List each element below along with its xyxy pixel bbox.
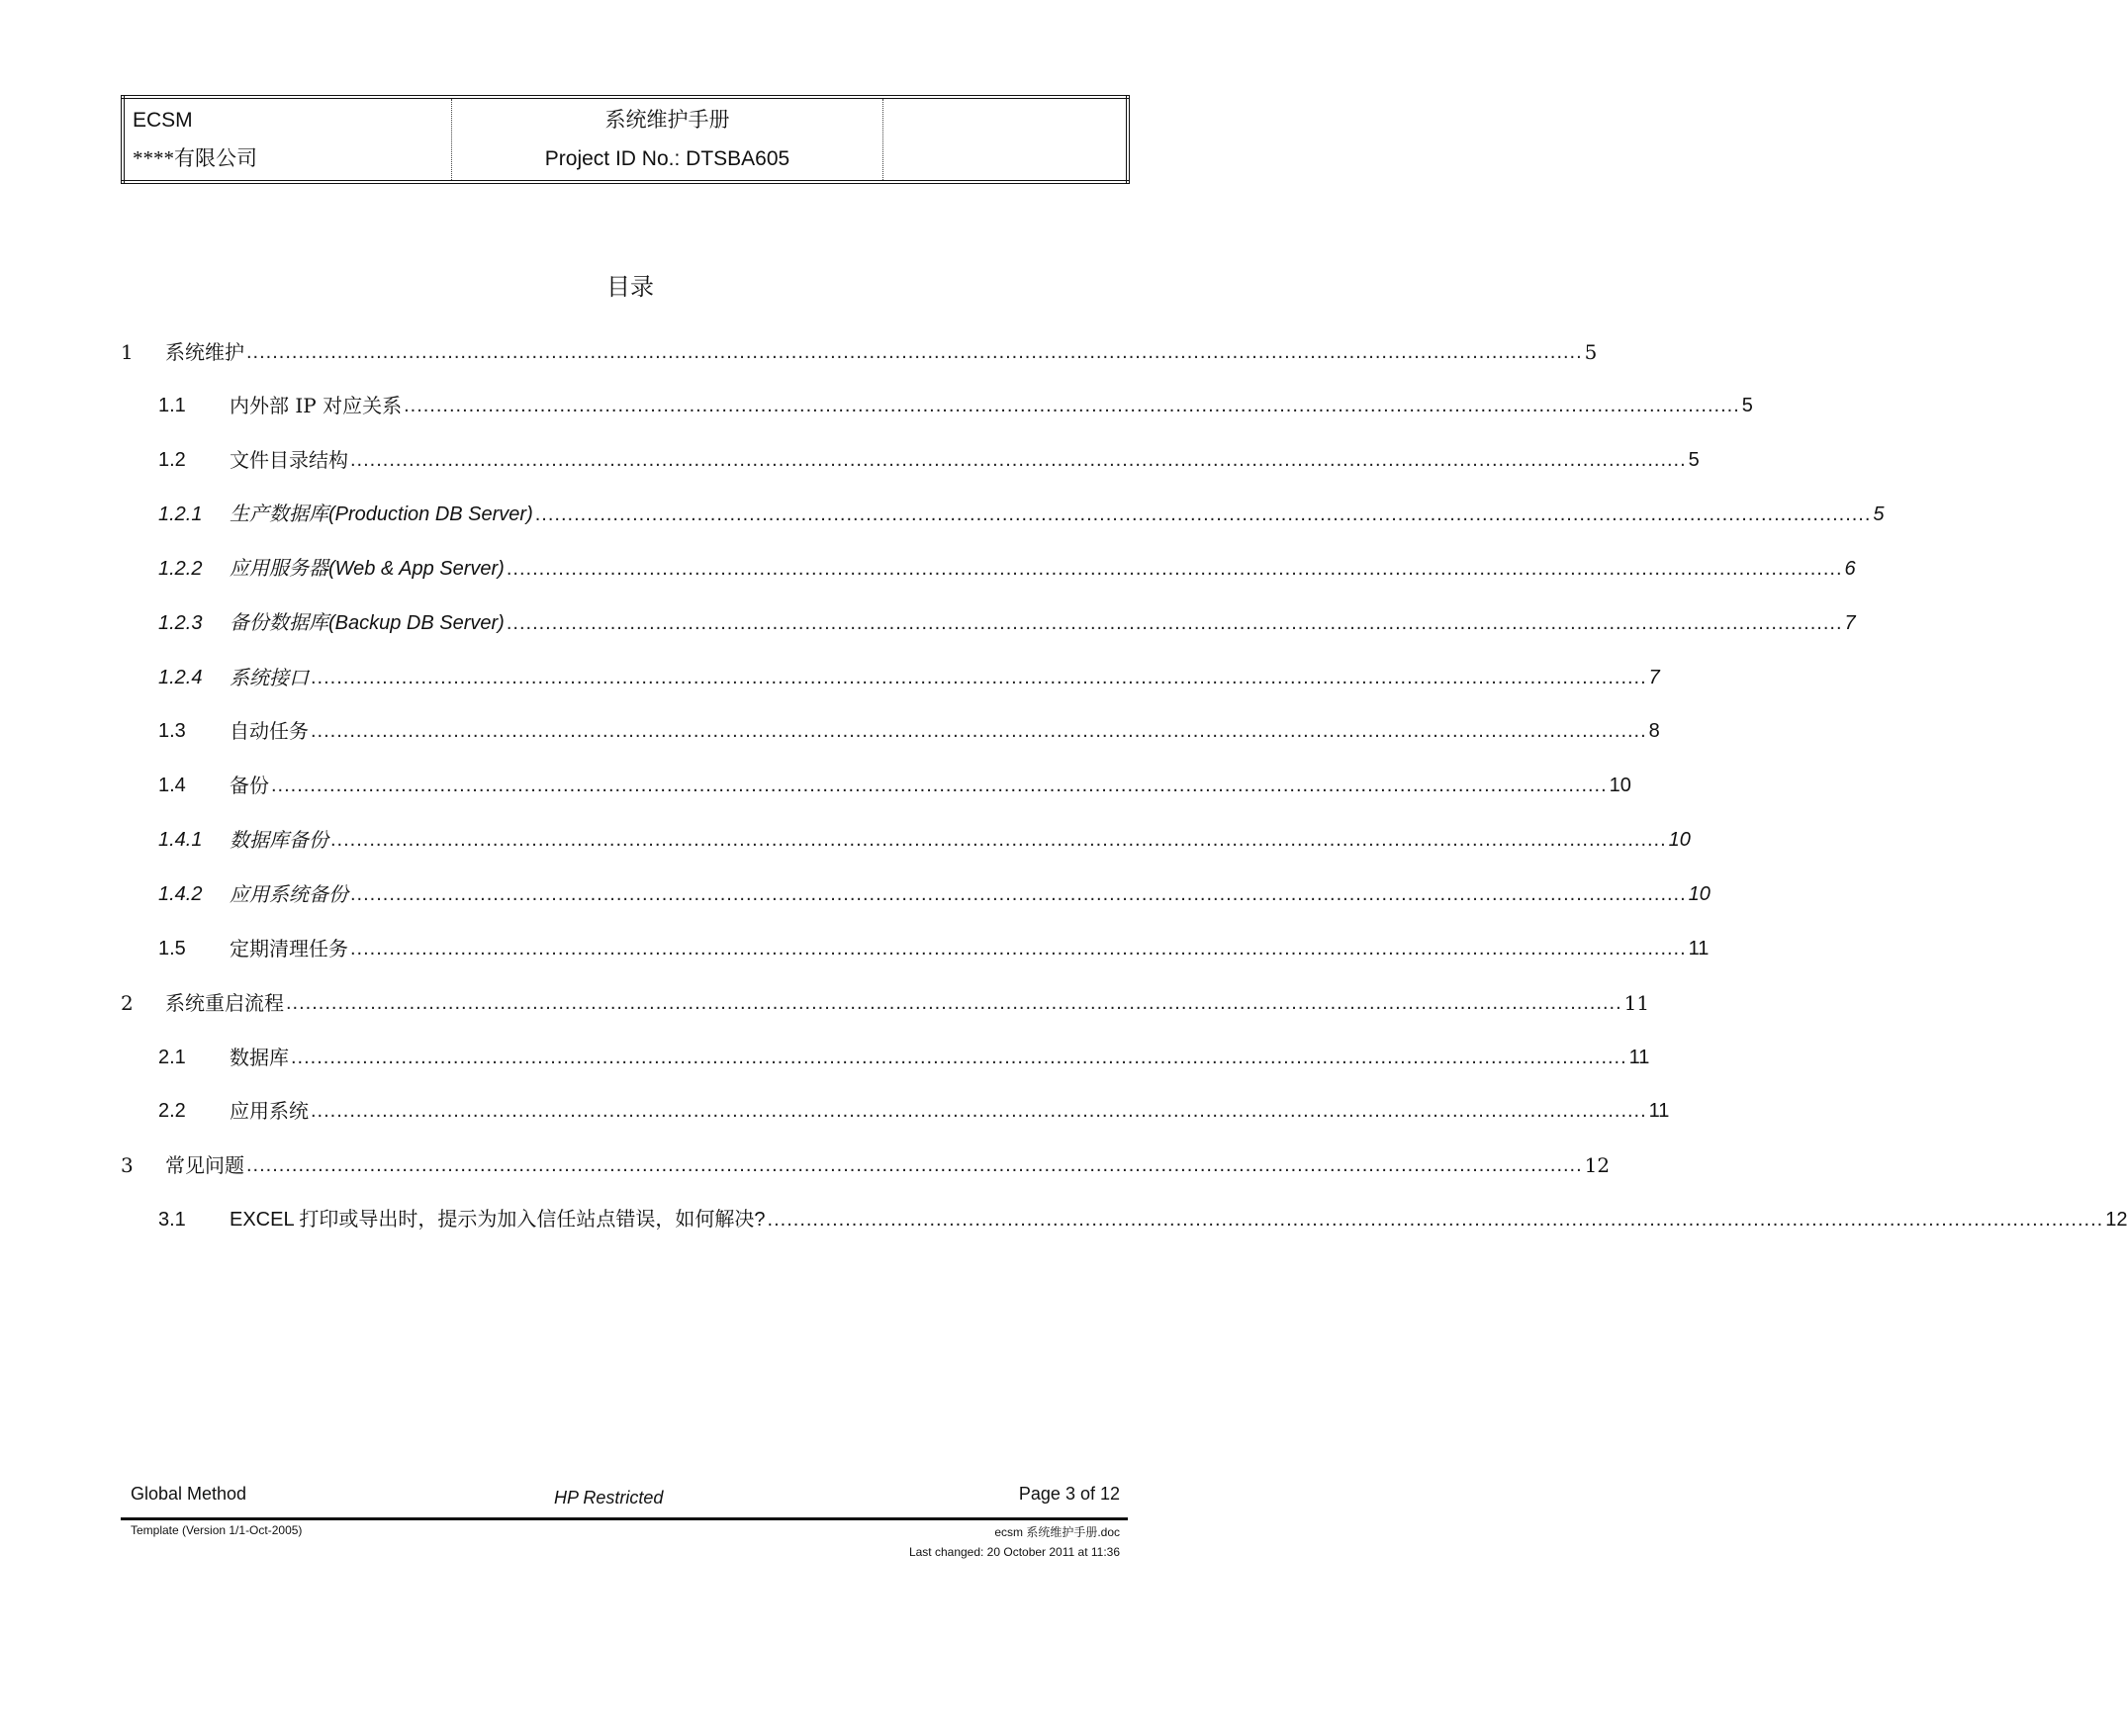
toc-entry-label: 自动任务: [230, 719, 309, 743]
header-table: [121, 95, 1130, 184]
footer-classification: HP Restricted: [554, 1488, 664, 1508]
footer-template-version: Template (Version 1/1-Oct-2005): [131, 1523, 303, 1537]
toc-leader-dots: ..............................................................................................................................................................................................................: [350, 449, 1687, 471]
toc-entry-label: 应用服务器(Web & App Server): [230, 558, 505, 580]
toc-entry-label: 数据库: [230, 1046, 289, 1069]
toc-leader-dots: ..............................................................................................................................................................................................................: [291, 1047, 1627, 1068]
toc-leader-dots: ..............................................................................................................................................................................................................: [534, 503, 1872, 525]
toc-leader-dots: ..............................................................................................................................................................................................................: [404, 395, 1740, 416]
toc-entry-number: 1.2: [158, 449, 186, 471]
toc-entry-number: 1.4: [158, 775, 186, 796]
toc-leader-dots: ..............................................................................................................................................................................................................: [246, 1154, 1583, 1176]
toc-leader-dots: ..............................................................................................................................................................................................................: [506, 612, 1843, 634]
header-right-cell: [883, 97, 1129, 182]
toc-entry-number: 2: [121, 991, 134, 1015]
toc-entry-label: 定期清理任务: [230, 937, 348, 960]
toc-leader-dots: ..............................................................................................................................................................................................................: [246, 341, 1583, 363]
toc-entry-page: 11: [1623, 991, 1650, 1015]
toc-entry[interactable]: [121, 439, 1700, 473]
header-center-cell: [452, 97, 883, 182]
toc-entry-page: 11: [1628, 1047, 1650, 1068]
toc-leader-dots: ..............................................................................................................................................................................................................: [350, 883, 1687, 905]
toc-entry-label: 备份数据库(Backup DB Server): [230, 612, 505, 634]
toc-entry-page: 8: [1648, 720, 1660, 742]
toc-entry-page: 5: [1873, 503, 1885, 525]
footer-divider: [121, 1517, 1128, 1520]
toc-leader-dots: ..............................................................................................................................................................................................................: [271, 775, 1608, 796]
toc-entry[interactable]: [121, 1090, 1670, 1124]
header-company: ****有限公司: [133, 146, 257, 170]
header-project-id: Project ID No.: DTSBA605: [544, 147, 790, 170]
toc-leader-dots: ..............................................................................................................................................................................................................: [330, 829, 1667, 851]
toc-leader-dots: ..............................................................................................................................................................................................................: [506, 558, 1843, 580]
toc-leader-dots: ..............................................................................................................................................................................................................: [286, 992, 1622, 1014]
toc-entry-number: 2.1: [158, 1047, 186, 1068]
toc-entry-number: 1.4.1: [158, 829, 203, 851]
toc-entry-page: 11: [1648, 1100, 1670, 1122]
toc-entry[interactable]: [121, 385, 1753, 418]
header-doc-title: 系统维护手册: [604, 108, 730, 132]
footer-last-changed: Last changed: 20 October 2011 at 11:36: [908, 1545, 1120, 1559]
toc-entry[interactable]: [121, 1037, 1650, 1070]
toc-entry[interactable]: [121, 982, 1650, 1016]
toc-entry-label: 文件目录结构: [230, 448, 348, 472]
toc-title: 目录: [606, 273, 654, 301]
toc-entry-label: 系统接口: [230, 666, 309, 689]
toc-entry-label: 常见问题: [165, 1153, 244, 1177]
toc-entry[interactable]: [121, 1199, 2127, 1233]
toc-entry[interactable]: [121, 819, 1691, 853]
toc-entry[interactable]: [121, 928, 1710, 961]
toc-entry-page: 5: [1584, 340, 1598, 364]
toc-entry-label: 应用系统: [230, 1099, 309, 1123]
toc-entry-page: 7: [1648, 667, 1660, 688]
toc-entry-page: 6: [1844, 558, 1856, 580]
toc-entry-page: 5: [1688, 449, 1700, 471]
toc-entry-number: 1.2.1: [158, 503, 203, 525]
toc-leader-dots: ..............................................................................................................................................................................................................: [311, 720, 1647, 742]
toc-entry-number: 3.1: [158, 1209, 186, 1231]
toc-entry-label: 应用系统备份: [230, 882, 348, 906]
toc-entry-label: 内外部 IP 对应关系: [230, 394, 403, 417]
toc-entry-number: 1.2.3: [158, 612, 203, 634]
toc-entry-page: 7: [1844, 612, 1856, 634]
toc-entry-number: 1.2.4: [158, 667, 203, 688]
toc-entry-number: 1.3: [158, 720, 186, 742]
toc-entry-label: 系统重启流程: [165, 991, 284, 1015]
toc-entry[interactable]: [121, 494, 1885, 527]
toc-leader-dots: ..............................................................................................................................................................................................................: [311, 1100, 1647, 1122]
toc-entry-number: 1.4.2: [158, 883, 203, 905]
toc-entry[interactable]: [121, 331, 1598, 365]
toc-entry[interactable]: [121, 765, 1631, 798]
toc-leader-dots: ..............................................................................................................................................................................................................: [350, 938, 1687, 959]
toc-leader-dots: ..............................................................................................................................................................................................................: [767, 1209, 2104, 1231]
toc-entry-page: 11: [1688, 938, 1710, 959]
toc-entry-page: 12: [2105, 1209, 2127, 1231]
header-product: ECSM: [133, 109, 193, 132]
footer-method: Global Method: [131, 1484, 247, 1504]
toc-entry[interactable]: [121, 657, 1660, 690]
toc-entry-page: 10: [1668, 829, 1691, 851]
footer-page-number: Page 3 of 12: [1018, 1484, 1120, 1504]
toc-entry-label: EXCEL 打印或导出时，提示为加入信任站点错误，如何解决?: [230, 1209, 766, 1231]
toc-entry[interactable]: [121, 548, 1856, 582]
header-left-cell: [123, 97, 452, 182]
toc-entry-page: 10: [1609, 775, 1631, 796]
toc-entry-page: 5: [1741, 395, 1753, 416]
toc-leader-dots: ..............................................................................................................................................................................................................: [311, 667, 1647, 688]
toc-entry-label: 生产数据库(Production DB Server): [230, 503, 533, 525]
toc-entry-number: 1.5: [158, 938, 186, 959]
toc-entry-number: 1: [121, 340, 134, 364]
toc-entry[interactable]: [121, 1144, 1611, 1178]
toc-entry-page: 12: [1584, 1153, 1611, 1177]
toc-entry-number: 3: [121, 1153, 134, 1177]
toc-entry-number: 1.2.2: [158, 558, 203, 580]
toc-entry-page: 10: [1688, 883, 1711, 905]
toc-entry[interactable]: [121, 873, 1711, 907]
footer-doc-name: ecsm 系统维护手册.doc: [994, 1525, 1120, 1539]
toc-entry-number: 2.2: [158, 1100, 186, 1122]
toc-entry[interactable]: [121, 602, 1856, 636]
toc-entry-label: 数据库备份: [230, 828, 328, 852]
toc-entry-number: 1.1: [158, 395, 186, 416]
toc-entry[interactable]: [121, 710, 1660, 744]
toc-entry-label: 备份: [230, 774, 269, 797]
toc-entry-label: 系统维护: [165, 340, 244, 364]
